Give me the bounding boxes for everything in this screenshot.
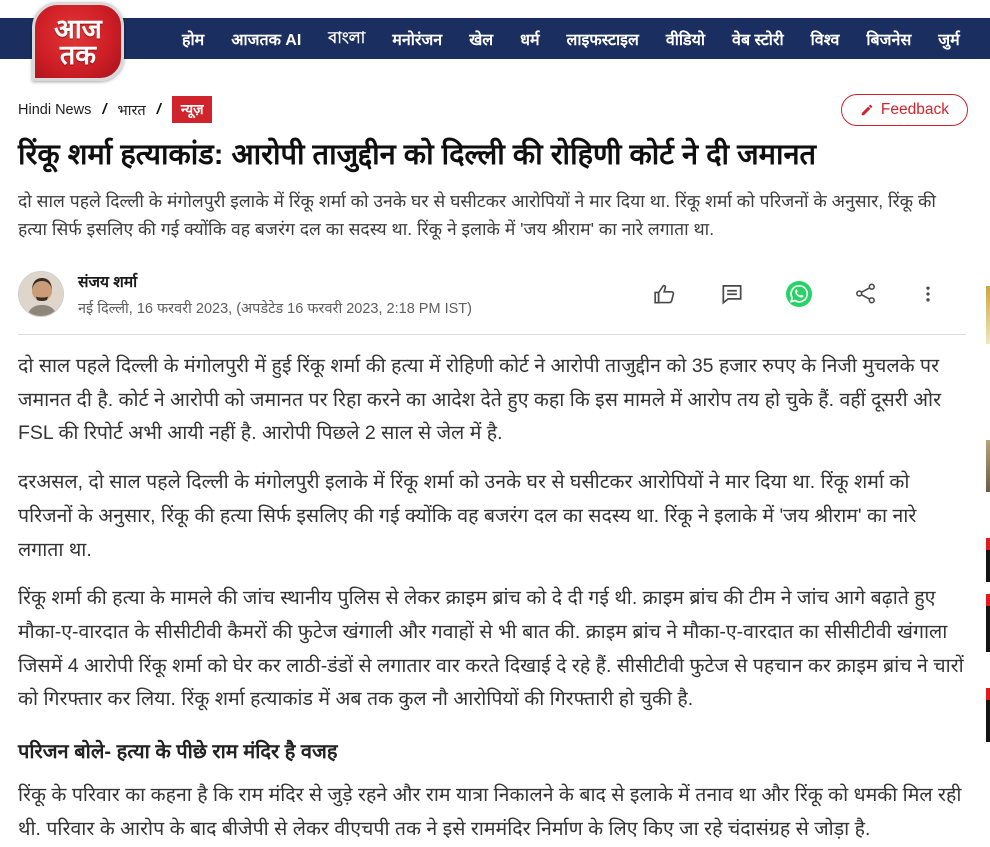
nav-item-aajtak-ai[interactable]: आजतक AI <box>231 31 302 49</box>
article-paragraph-4: रिंकू के परिवार का कहना है कि राम मंदिर से जुड़े रहने और राम यात्रा निकालने के बाद से इलाके में तनाव था और रिंकू को धमकी मिल रही थी. परिवार के आरोप के बाद बीजेपी से लेकर वीएचपी तक ने इसे राममंदिर निर्माण के लिए किए जा रहे चंदासंग्रह से जोड़ा है. <box>18 784 962 840</box>
author-name[interactable]: संजय शर्मा <box>78 273 138 291</box>
logo-text-bottom: तक <box>59 39 97 70</box>
nav-item-entertainment[interactable]: मनोरंजन <box>392 31 443 49</box>
nav-item-world[interactable]: विश्व <box>810 31 840 49</box>
article-paragraph-1: दो साल पहले दिल्ली के मंगोलपुरी में हुई रिंकू शर्मा की हत्या में रोहिणी कोर्ट ने आरोपी ताजुद्दीन को 35 हजार रुपए के निजी मुचलके पर जमानत दी है. कोर्ट ने आरोपी को जमानत पर रिहा करने का आदेश देते हुए कहा कि इस मामले में आरोप तय हो चुके हैं. वहीं दूसरी ओर FSL की रिपोर्ट अभी आयी नहीं है. आरोपी पिछले 2 साल से जेल में है. <box>18 354 942 445</box>
breadcrumb <box>18 96 970 123</box>
breadcrumb-separator: / <box>102 101 107 118</box>
more-options-icon[interactable] <box>918 282 938 306</box>
aajtak-logo[interactable] <box>32 2 124 81</box>
share-icon[interactable] <box>853 281 878 306</box>
right-edge-content-sliver <box>986 594 990 652</box>
nav-item-bangla[interactable]: বাংলা <box>328 30 366 47</box>
nav-item-home[interactable]: होम <box>182 31 205 49</box>
nav-item-sports[interactable]: खेल <box>469 31 494 49</box>
avatar-image <box>19 272 64 317</box>
nav-item-business[interactable]: बिजनेस <box>866 31 912 49</box>
author-divider <box>18 334 966 335</box>
feedback-label: Feedback <box>880 101 949 118</box>
breadcrumb-news-badge[interactable]: न्यूज़ <box>172 96 213 123</box>
like-icon[interactable] <box>653 281 679 307</box>
breadcrumb-hindi-news[interactable]: Hindi News <box>18 101 92 118</box>
article-headline: रिंकू शर्मा हत्याकांड: आरोपी ताजुद्दीन को दिल्ली की रोहिणी कोर्ट ने दी जमानत <box>18 139 817 171</box>
author-block <box>18 270 966 318</box>
nav-item-dharma[interactable]: धर्म <box>520 31 540 49</box>
right-edge-content-sliver <box>986 286 990 344</box>
article <box>18 136 966 847</box>
breadcrumb-bharat[interactable]: भारत <box>117 102 146 119</box>
top-navbar <box>0 13 990 59</box>
nav-item-crime[interactable]: जुर्म <box>938 31 960 49</box>
author-avatar[interactable] <box>18 271 64 317</box>
pencil-icon <box>860 103 874 117</box>
breadcrumb-separator: / <box>156 101 161 118</box>
right-edge-content-sliver <box>986 538 990 582</box>
article-subheading: परिजन बोले- हत्या के पीछे राम मंदिर है वजह <box>18 741 338 764</box>
article-paragraph-3: रिंकू शर्मा की हत्या के मामले की जांच स्थानीय पुलिस से लेकर क्राइम ब्रांच को दे दी गई थी. क्राइम ब्रांच की टीम ने जांच आगे बढ़ाते हुए मौका-ए-वारदात के सीसीटीवी कैमरों की फुटेज खंगाली और गवाहों से भी बात की. क्राइम ब्रांच ने मौका-ए-वारदात का सीसीटीवी खंगाला जिसमें 4 आरोपी रिंकू शर्मा को घेर कर लाठी-डंडों से लगातार वार करते दिखाई दे रहे हैं. सीसीटीवी फुटेज से पहचान कर क्राइम ब्रांच ने चारों को गिरफ्तार कर लिया. रिंकू शर्मा हत्याकांड में अब तक कुल नौ आरोपियों की गिरफ्तारी हो चुकी है. <box>18 587 964 711</box>
nav-item-web-story[interactable]: वेब स्टोरी <box>732 31 784 49</box>
article-summary: दो साल पहले दिल्ली के मंगोलपुरी इलाके में रिंकू शर्मा को उनके घर से घसीटकर आरोपियों ने मार दिया था. रिंकू शर्मा को परिजनों के अनुसार, रिंकू की हत्या सिर्फ इसलिए की गई क्योंकि वह बजरंग दल का सदस्य था. रिंकू ने इलाके में 'जय श्रीराम' का नारे लगाता था. <box>18 191 936 240</box>
nav-item-lifestyle[interactable]: लाइफस्टाइल <box>566 31 639 49</box>
right-edge-content-sliver <box>986 688 990 742</box>
right-edge-content-sliver <box>986 440 990 492</box>
author-texts <box>78 270 472 318</box>
logo-text-top: आज <box>54 13 102 44</box>
article-date-meta: नई दिल्ली, 16 फरवरी 2023, (अपडेटेड 16 फरवरी 2023, 2:18 PM IST) <box>78 300 472 317</box>
feedback-button[interactable] <box>841 94 968 126</box>
nav-item-video[interactable]: वीडियो <box>665 31 706 49</box>
main-nav <box>182 25 960 52</box>
article-paragraph-2: दरअसल, दो साल पहले दिल्ली के मंगोलपुरी इलाके में रिंकू शर्मा को उनके घर से घसीटकर आरोपियों ने मार दिया था. रिंकू शर्मा को परिजनों के अनुसार, रिंकू की हत्या सिर्फ इसलिए की गई क्योंकि वह बजरंग दल का सदस्य था. रिंकू ने इलाके में 'जय श्रीराम' का नारे लगाता था. <box>18 471 917 561</box>
social-actions <box>653 280 966 308</box>
comment-icon[interactable] <box>719 281 745 307</box>
whatsapp-icon[interactable] <box>785 280 813 308</box>
